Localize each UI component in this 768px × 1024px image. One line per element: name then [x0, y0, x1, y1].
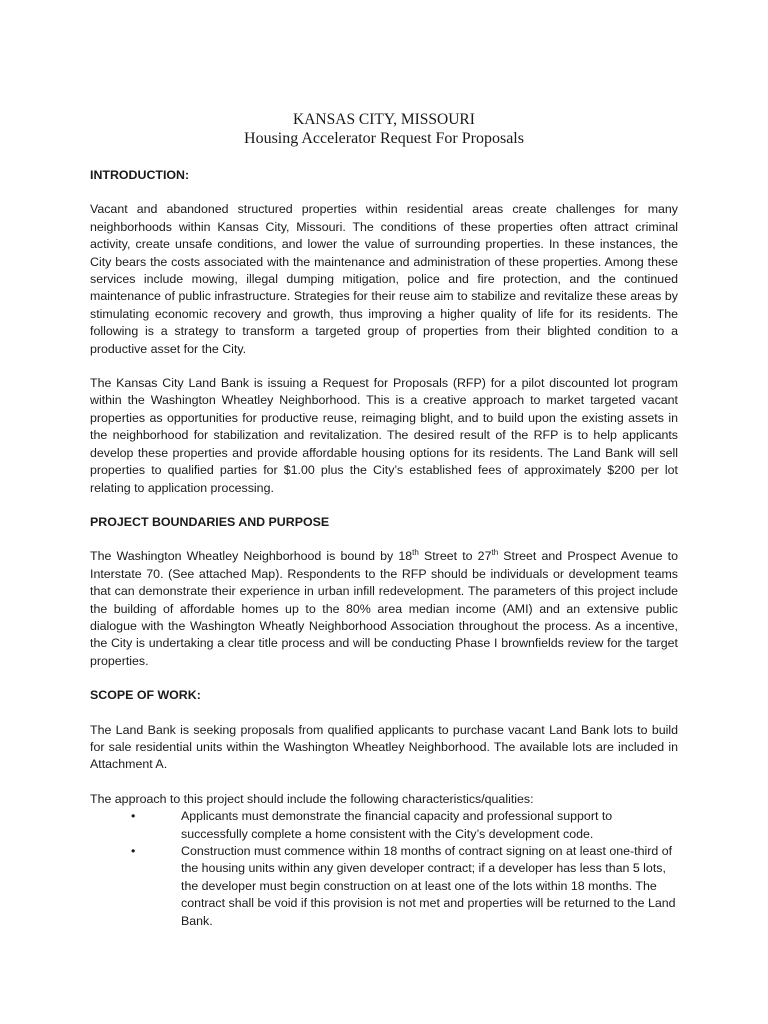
bullet-icon: • — [131, 809, 136, 824]
boundaries-paragraph — [90, 548, 678, 670]
boundaries-text-b: Street to 27 — [418, 549, 492, 564]
introduction-heading: INTRODUCTION: — [90, 168, 190, 182]
list-item-text: Construction must commence within 18 months of contract signing on at least one-third of the housing units within any given developer contract; if a developer has less than 5 lots, the developer must begin construction on at least one of the lots within 18 months. The contract shall be void if this provision is not met and properties will be returned to the Land Bank. — [181, 844, 676, 928]
ordinal-suffix-1: th — [412, 548, 419, 558]
bullet-icon: • — [131, 844, 136, 858]
introduction-paragraph-2: The Kansas City Land Bank is issuing a Request for Proposals (RFP) for a pilot discounted lot program within the Washington Wheatley Neighborhood. This is a creative approach to market targeted vacant properties as opportunities for productive reuse, reimaging blight, and to build upon the existing assets in the neighborhood for stabilization and revitalization. The desired result of the RFP is to help applicants develop these properties and provide affordable housing options for its residents. The Land Bank will sell properties to qualified parties for $1.00 plus the City’s established fees of approximately $200 per lot relating to application processing. — [90, 376, 678, 495]
list-item-text: Applicants must demonstrate the financial capacity and professional support to successfully complete a home consistent with the City’s development code. — [181, 809, 613, 841]
scope-bullet-list — [90, 808, 678, 930]
title-city: KANSAS CITY, MISSOURI — [293, 111, 475, 128]
scope-paragraph: The Land Bank is seeking proposals from qualified applicants to purchase vacant Land Bank lots to build for sale residential units within the Washington Wheatley Neighborhood. The available lots are included in Attachment A. — [90, 722, 678, 772]
boundaries-heading: PROJECT BOUNDARIES AND PURPOSE — [90, 514, 330, 529]
ordinal-suffix-2: th — [491, 548, 499, 558]
scope-heading: SCOPE OF WORK: — [90, 688, 201, 703]
list-item — [90, 843, 678, 930]
document-body — [90, 167, 678, 930]
scope-list-intro: The approach to this project should include the following characteristics/qualities: — [90, 791, 534, 806]
boundaries-text-c: Street and Prospect Avenue to Interstate 70. (See attached Map). Respondents to the RFP should be individuals or development teams that can demonstrate their experience in urban infill redevelopment. The parameters of this project include the building of affordable homes up to the 80% area median income (AMI) and an extensive public dialogue with the Washington Wheatly Neighborhood Association throughout the process. As a incentive, the City is undertaking a clear title process and will be conducting Phase I brownfields review for the target properties. — [90, 549, 678, 668]
title-rfp: Housing Accelerator Request For Proposals — [244, 130, 524, 147]
list-item — [90, 808, 678, 843]
introduction-paragraph-1: Vacant and abandoned structured properties within residential areas create challenges for many neighborhoods within Kansas City, Missouri. The conditions of these properties often attract criminal activity, create unsafe conditions, and lower the value of surrounding properties. In these instances, the City bears the costs associated with the maintenance and administration of these properties. Among these services include mowing, illegal dumping mitigation, police and fire protection, and the continued maintenance of public infrastructure. Strategies for their reuse aim to stabilize and revitalize these areas by stimulating economic recovery and growth, thus improving a higher quality of life for its residents. The following is a strategy to transform a targeted group of properties from their blighted condition to a productive asset for the City. — [90, 202, 678, 356]
document-title — [0, 110, 768, 148]
boundaries-text-a: The Washington Wheatley Neighborhood is bound by 18 — [90, 549, 413, 564]
